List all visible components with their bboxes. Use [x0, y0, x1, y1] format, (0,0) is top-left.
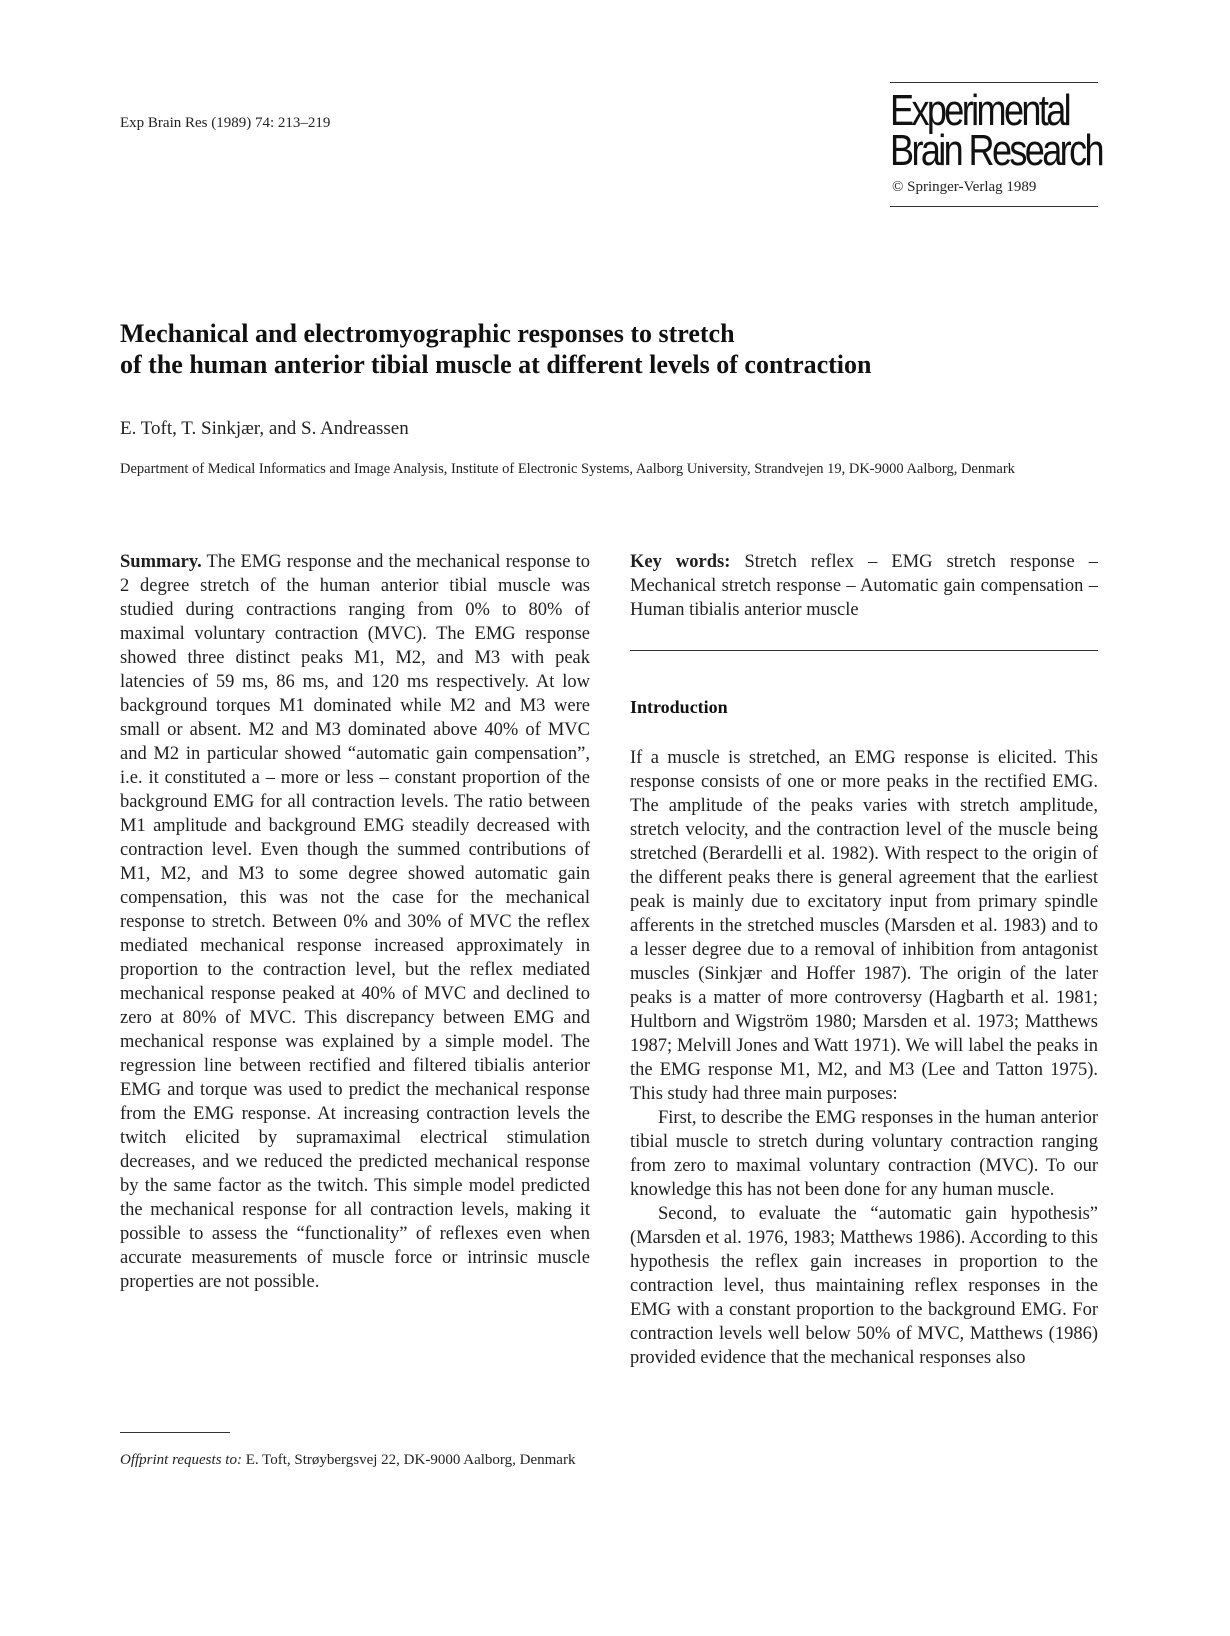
article-title — [120, 318, 1100, 380]
journal-masthead — [890, 82, 1102, 207]
introduction-body — [630, 746, 1098, 1370]
journal-name — [890, 86, 1102, 175]
title-line-2: of the human anterior tibial muscle at different levels of contraction — [120, 350, 872, 379]
authors: E. Toft, T. Sinkjær, and S. Andreassen — [120, 418, 409, 439]
keywords-block — [630, 550, 1098, 622]
intro-paragraph: If a muscle is stretched, an EMG response is elicited. This response consists of one or more peaks in the rectified EMG. The amplitude of the peaks varies with stretch amplitude, stretch velocity, and the contraction level of the muscle being stretched (Berardelli et al. 1982). With respect to the origin of the different peaks there is general agreement that the earliest peak is mainly due to excitatory input from primary spindle afferents in the stretched muscles (Marsden et al. 1983) and to a lesser degree due to a removal of inhibition from antagonist muscles (Sinkjær and Hoffer 1987). The origin of the later peaks is a matter of more controversy (Hagbarth et al. 1981; Hultborn and Wigström 1980; Marsden et al. 1973; Matthews 1987; Melvill Jones and Watt 1971). We will label the peaks in the EMG response M1, M2, and M3 (Lee and Tatton 1975). This study had three main purposes: — [630, 748, 1098, 1104]
footnote-label: Offprint requests to: — [120, 1452, 242, 1468]
footnote-rule — [120, 1432, 230, 1433]
masthead-top-rule — [890, 82, 1098, 83]
citation: Exp Brain Res (1989) 74: 213–219 — [120, 115, 331, 131]
affiliation: Department of Medical Informatics and Image Analysis, Institute of Electronic Systems, Aalborg University, Strandvejen 19, DK-9000 Aalborg, Denmark — [120, 461, 1015, 477]
masthead-bottom-rule — [890, 206, 1098, 207]
keywords-divider — [630, 650, 1098, 651]
summary-label: Summary. — [120, 552, 202, 572]
introduction-heading: Introduction — [630, 697, 728, 717]
intro-paragraph: First, to describe the EMG responses in the human anterior tibial muscle to stretch during voluntary contraction ranging from zero to maximal voluntary contraction (MVC). To our knowledge this has not been done for any human muscle. — [630, 1108, 1098, 1200]
journal-name-line1: Experimental — [890, 86, 1070, 135]
keywords-text: Stretch reflex – EMG stretch response – Mechanical stretch response – Automatic gain compensation – Human tibialis anterior muscle — [630, 552, 1098, 620]
footnote-text: E. Toft, Strøybergsvej 22, DK-9000 Aalborg, Denmark — [241, 1452, 576, 1468]
journal-name-line2: Brain Research — [890, 126, 1102, 175]
keywords-label: Key words: — [630, 552, 731, 572]
footnote — [120, 1450, 590, 1470]
summary-block — [120, 550, 590, 1294]
intro-paragraph: Second, to evaluate the “automatic gain hypothesis” (Marsden et al. 1976, 1983; Matthews 1986). According to this hypothesis the reflex gain increases in proportion to the contraction level, thus maintaining reflex responses in the EMG with a constant proportion to the background EMG. For contraction levels well below 50% of MVC, Matthews (1986) provided evidence that the mechanical responses also — [630, 1204, 1098, 1368]
summary-text: The EMG response and the mechanical response to 2 degree stretch of the human anterior tibial muscle was studied during contractions ranging from 0% to 80% of maximal voluntary contraction (MVC). The EMG response showed three distinct peaks M1, M2, and M3 with peak latencies of 59 ms, 86 ms, and 120 ms respectively. At low background torques M1 dominated while M2 and M3 were small or absent. M2 and M3 dominated above 40% of MVC and M2 in particular showed “automatic gain compensation”, i.e. it constituted a – more or less – constant proportion of the background EMG for all contraction levels. The ratio between M1 amplitude and background EMG steadily decreased with contraction level. Even though the summed contributions of M1, M2, and M3 to some degree showed automatic gain compensation, this was not the case for the mechanical response to stretch. Between 0% and 30% of MVC the reflex mediated mechanical response increased approximately in proportion to the contraction level, but the reflex mediated mechanical response peaked at 40% of MVC and declined to zero at 80% of MVC. This discrepancy between EMG and mechanical response was explained by a simple model. The regression line between rectified and filtered tibialis anterior EMG and torque was used to predict the mechanical response from the EMG response. At increasing contraction levels the twitch elicited by supramaximal electrical stimulation decreases, and we reduced the predicted mechanical response by the same factor as the twitch. This simple model predicted the mechanical response for all contraction levels, making it possible to assess the “functionality” of reflexes even when accurate measurements of muscle force or intrinsic muscle properties are not possible. — [120, 552, 590, 1292]
journal-copyright: © Springer-Verlag 1989 — [892, 179, 1037, 195]
title-line-1: Mechanical and electromyographic responses to stretch — [120, 319, 735, 348]
